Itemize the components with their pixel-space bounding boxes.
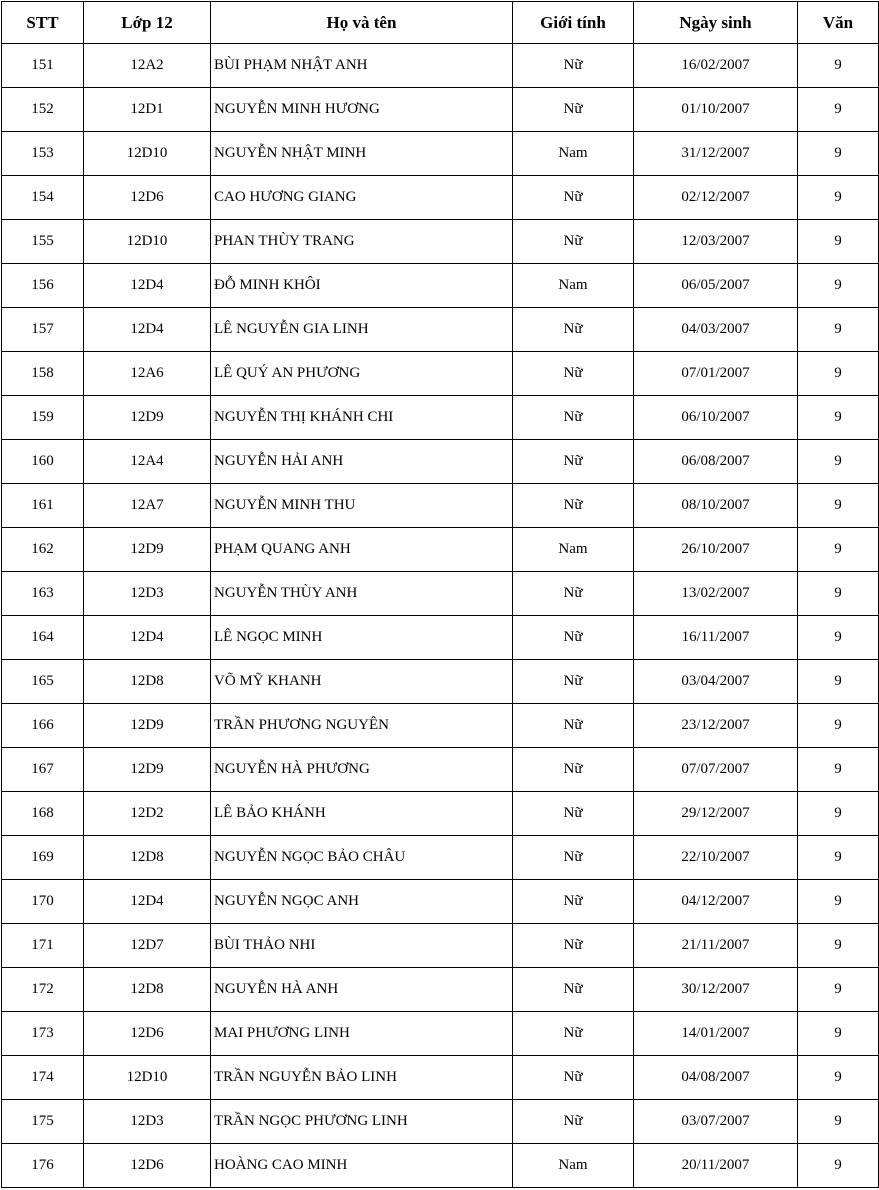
cell-class: 12D7: [84, 924, 211, 968]
cell-class: 12D4: [84, 616, 211, 660]
header-sex: Giới tính: [513, 2, 634, 44]
cell-name: NGUYỄN HẢI ANH: [211, 440, 513, 484]
cell-gender: Nữ: [513, 792, 634, 836]
cell-birthdate: 29/12/2007: [634, 792, 798, 836]
cell-name: NGUYỄN MINH HƯƠNG: [211, 88, 513, 132]
cell-literature-score: 9: [798, 968, 879, 1012]
table-row: [2, 132, 879, 176]
table-row: [2, 352, 879, 396]
cell-stt: 168: [2, 792, 84, 836]
cell-class: 12A4: [84, 440, 211, 484]
cell-gender: Nữ: [513, 484, 634, 528]
table-body: [2, 44, 879, 1188]
cell-literature-score: 9: [798, 1100, 879, 1144]
cell-gender: Nữ: [513, 616, 634, 660]
cell-name: NGUYỄN HÀ PHƯƠNG: [211, 748, 513, 792]
cell-name: PHAN THÙY TRANG: [211, 220, 513, 264]
cell-stt: 171: [2, 924, 84, 968]
table-row: [2, 1144, 879, 1188]
table-row: [2, 396, 879, 440]
cell-class: 12D9: [84, 528, 211, 572]
cell-name: NGUYỄN MINH THU: [211, 484, 513, 528]
cell-stt: 170: [2, 880, 84, 924]
cell-class: 12D8: [84, 968, 211, 1012]
cell-literature-score: 9: [798, 44, 879, 88]
cell-name: VÕ MỸ KHANH: [211, 660, 513, 704]
cell-birthdate: 23/12/2007: [634, 704, 798, 748]
cell-literature-score: 9: [798, 616, 879, 660]
cell-class: 12D9: [84, 748, 211, 792]
cell-birthdate: 13/02/2007: [634, 572, 798, 616]
cell-birthdate: 26/10/2007: [634, 528, 798, 572]
header-row: [2, 2, 879, 44]
cell-stt: 153: [2, 132, 84, 176]
cell-stt: 161: [2, 484, 84, 528]
cell-class: 12D6: [84, 1144, 211, 1188]
cell-gender: Nữ: [513, 220, 634, 264]
table-row: [2, 88, 879, 132]
cell-literature-score: 9: [798, 792, 879, 836]
cell-birthdate: 21/11/2007: [634, 924, 798, 968]
cell-birthdate: 06/08/2007: [634, 440, 798, 484]
cell-gender: Nữ: [513, 748, 634, 792]
cell-birthdate: 01/10/2007: [634, 88, 798, 132]
header-lop: Lớp 12: [84, 2, 211, 44]
cell-class: 12D9: [84, 704, 211, 748]
cell-class: 12D4: [84, 264, 211, 308]
cell-birthdate: 07/01/2007: [634, 352, 798, 396]
header-stt: STT: [2, 2, 84, 44]
cell-literature-score: 9: [798, 704, 879, 748]
cell-gender: Nữ: [513, 1100, 634, 1144]
cell-stt: 152: [2, 88, 84, 132]
cell-gender: Nữ: [513, 660, 634, 704]
cell-name: LÊ QUÝ AN PHƯƠNG: [211, 352, 513, 396]
cell-gender: Nữ: [513, 880, 634, 924]
cell-class: 12D2: [84, 792, 211, 836]
cell-gender: Nữ: [513, 88, 634, 132]
table-row: [2, 572, 879, 616]
cell-birthdate: 07/07/2007: [634, 748, 798, 792]
cell-birthdate: 22/10/2007: [634, 836, 798, 880]
cell-name: TRẦN PHƯƠNG NGUYÊN: [211, 704, 513, 748]
cell-name: PHẠM QUANG ANH: [211, 528, 513, 572]
cell-birthdate: 12/03/2007: [634, 220, 798, 264]
cell-literature-score: 9: [798, 924, 879, 968]
table-row: [2, 660, 879, 704]
cell-gender: Nữ: [513, 44, 634, 88]
cell-name: ĐỖ MINH KHÔI: [211, 264, 513, 308]
cell-literature-score: 9: [798, 352, 879, 396]
cell-literature-score: 9: [798, 264, 879, 308]
cell-literature-score: 9: [798, 176, 879, 220]
table-row: [2, 264, 879, 308]
table-row: [2, 44, 879, 88]
cell-gender: Nữ: [513, 924, 634, 968]
cell-gender: Nữ: [513, 1056, 634, 1100]
cell-stt: 172: [2, 968, 84, 1012]
header-dob: Ngày sinh: [634, 2, 798, 44]
cell-literature-score: 9: [798, 1012, 879, 1056]
cell-stt: 163: [2, 572, 84, 616]
cell-stt: 162: [2, 528, 84, 572]
cell-name: TRẦN NGUYỄN BẢO LINH: [211, 1056, 513, 1100]
cell-stt: 151: [2, 44, 84, 88]
cell-birthdate: 03/07/2007: [634, 1100, 798, 1144]
cell-name: CAO HƯƠNG GIANG: [211, 176, 513, 220]
cell-literature-score: 9: [798, 220, 879, 264]
table-row: [2, 484, 879, 528]
cell-literature-score: 9: [798, 440, 879, 484]
cell-name: MAI PHƯƠNG LINH: [211, 1012, 513, 1056]
cell-gender: Nam: [513, 264, 634, 308]
cell-gender: Nữ: [513, 572, 634, 616]
table-row: [2, 220, 879, 264]
table-row: [2, 748, 879, 792]
student-table: [1, 1, 879, 1188]
cell-stt: 176: [2, 1144, 84, 1188]
cell-gender: Nữ: [513, 440, 634, 484]
cell-class: 12D8: [84, 836, 211, 880]
cell-class: 12D1: [84, 88, 211, 132]
cell-birthdate: 03/04/2007: [634, 660, 798, 704]
cell-gender: Nữ: [513, 968, 634, 1012]
table-row: [2, 792, 879, 836]
header-name: Họ và tên: [211, 2, 513, 44]
cell-class: 12D8: [84, 660, 211, 704]
table-row: [2, 1056, 879, 1100]
cell-stt: 154: [2, 176, 84, 220]
cell-class: 12D4: [84, 880, 211, 924]
header-van: Văn: [798, 2, 879, 44]
cell-birthdate: 31/12/2007: [634, 132, 798, 176]
cell-birthdate: 04/12/2007: [634, 880, 798, 924]
cell-class: 12D10: [84, 1056, 211, 1100]
cell-name: NGUYỄN THÙY ANH: [211, 572, 513, 616]
table-row: [2, 968, 879, 1012]
table-row: [2, 308, 879, 352]
cell-birthdate: 06/10/2007: [634, 396, 798, 440]
cell-name: LÊ NGUYỄN GIA LINH: [211, 308, 513, 352]
cell-name: LÊ BẢO KHÁNH: [211, 792, 513, 836]
cell-birthdate: 04/08/2007: [634, 1056, 798, 1100]
cell-name: BÙI THẢO NHI: [211, 924, 513, 968]
cell-gender: Nam: [513, 132, 634, 176]
cell-class: 12A6: [84, 352, 211, 396]
cell-class: 12D6: [84, 1012, 211, 1056]
cell-gender: Nam: [513, 528, 634, 572]
cell-literature-score: 9: [798, 748, 879, 792]
cell-name: HOÀNG CAO MINH: [211, 1144, 513, 1188]
table-row: [2, 880, 879, 924]
cell-class: 12D9: [84, 396, 211, 440]
cell-birthdate: 08/10/2007: [634, 484, 798, 528]
cell-gender: Nữ: [513, 352, 634, 396]
cell-stt: 158: [2, 352, 84, 396]
cell-name: TRẦN NGỌC PHƯƠNG LINH: [211, 1100, 513, 1144]
cell-stt: 174: [2, 1056, 84, 1100]
cell-literature-score: 9: [798, 88, 879, 132]
cell-name: NGUYỄN HÀ ANH: [211, 968, 513, 1012]
cell-gender: Nữ: [513, 704, 634, 748]
cell-gender: Nữ: [513, 1012, 634, 1056]
table-row: [2, 440, 879, 484]
table-row: [2, 924, 879, 968]
table-row: [2, 1012, 879, 1056]
cell-class: 12D6: [84, 176, 211, 220]
cell-class: 12D10: [84, 220, 211, 264]
cell-birthdate: 14/01/2007: [634, 1012, 798, 1056]
cell-name: NGUYỄN NHẬT MINH: [211, 132, 513, 176]
cell-birthdate: 04/03/2007: [634, 308, 798, 352]
cell-literature-score: 9: [798, 132, 879, 176]
cell-stt: 165: [2, 660, 84, 704]
table-row: [2, 704, 879, 748]
cell-stt: 156: [2, 264, 84, 308]
cell-stt: 157: [2, 308, 84, 352]
cell-literature-score: 9: [798, 880, 879, 924]
cell-birthdate: 20/11/2007: [634, 1144, 798, 1188]
cell-stt: 169: [2, 836, 84, 880]
cell-birthdate: 16/02/2007: [634, 44, 798, 88]
cell-stt: 160: [2, 440, 84, 484]
cell-stt: 164: [2, 616, 84, 660]
cell-literature-score: 9: [798, 572, 879, 616]
table-row: [2, 176, 879, 220]
cell-stt: 175: [2, 1100, 84, 1144]
table-row: [2, 1100, 879, 1144]
cell-class: 12D3: [84, 1100, 211, 1144]
cell-name: LÊ NGỌC MINH: [211, 616, 513, 660]
cell-literature-score: 9: [798, 1144, 879, 1188]
cell-stt: 173: [2, 1012, 84, 1056]
cell-class: 12D4: [84, 308, 211, 352]
cell-literature-score: 9: [798, 528, 879, 572]
cell-gender: Nữ: [513, 176, 634, 220]
cell-stt: 166: [2, 704, 84, 748]
cell-birthdate: 16/11/2007: [634, 616, 798, 660]
cell-birthdate: 30/12/2007: [634, 968, 798, 1012]
cell-literature-score: 9: [798, 1056, 879, 1100]
cell-literature-score: 9: [798, 308, 879, 352]
cell-gender: Nam: [513, 1144, 634, 1188]
cell-literature-score: 9: [798, 484, 879, 528]
cell-class: 12A2: [84, 44, 211, 88]
cell-gender: Nữ: [513, 836, 634, 880]
table-row: [2, 616, 879, 660]
cell-birthdate: 06/05/2007: [634, 264, 798, 308]
cell-literature-score: 9: [798, 396, 879, 440]
cell-class: 12D10: [84, 132, 211, 176]
cell-birthdate: 02/12/2007: [634, 176, 798, 220]
cell-name: NGUYỄN NGỌC ANH: [211, 880, 513, 924]
cell-name: NGUYỄN NGỌC BẢO CHÂU: [211, 836, 513, 880]
cell-gender: Nữ: [513, 308, 634, 352]
cell-stt: 155: [2, 220, 84, 264]
cell-class: 12D3: [84, 572, 211, 616]
cell-literature-score: 9: [798, 836, 879, 880]
cell-stt: 159: [2, 396, 84, 440]
table-row: [2, 528, 879, 572]
table-row: [2, 836, 879, 880]
cell-stt: 167: [2, 748, 84, 792]
cell-name: BÙI PHẠM NHẬT ANH: [211, 44, 513, 88]
cell-literature-score: 9: [798, 660, 879, 704]
cell-gender: Nữ: [513, 396, 634, 440]
cell-name: NGUYỄN THỊ KHÁNH CHI: [211, 396, 513, 440]
cell-class: 12A7: [84, 484, 211, 528]
